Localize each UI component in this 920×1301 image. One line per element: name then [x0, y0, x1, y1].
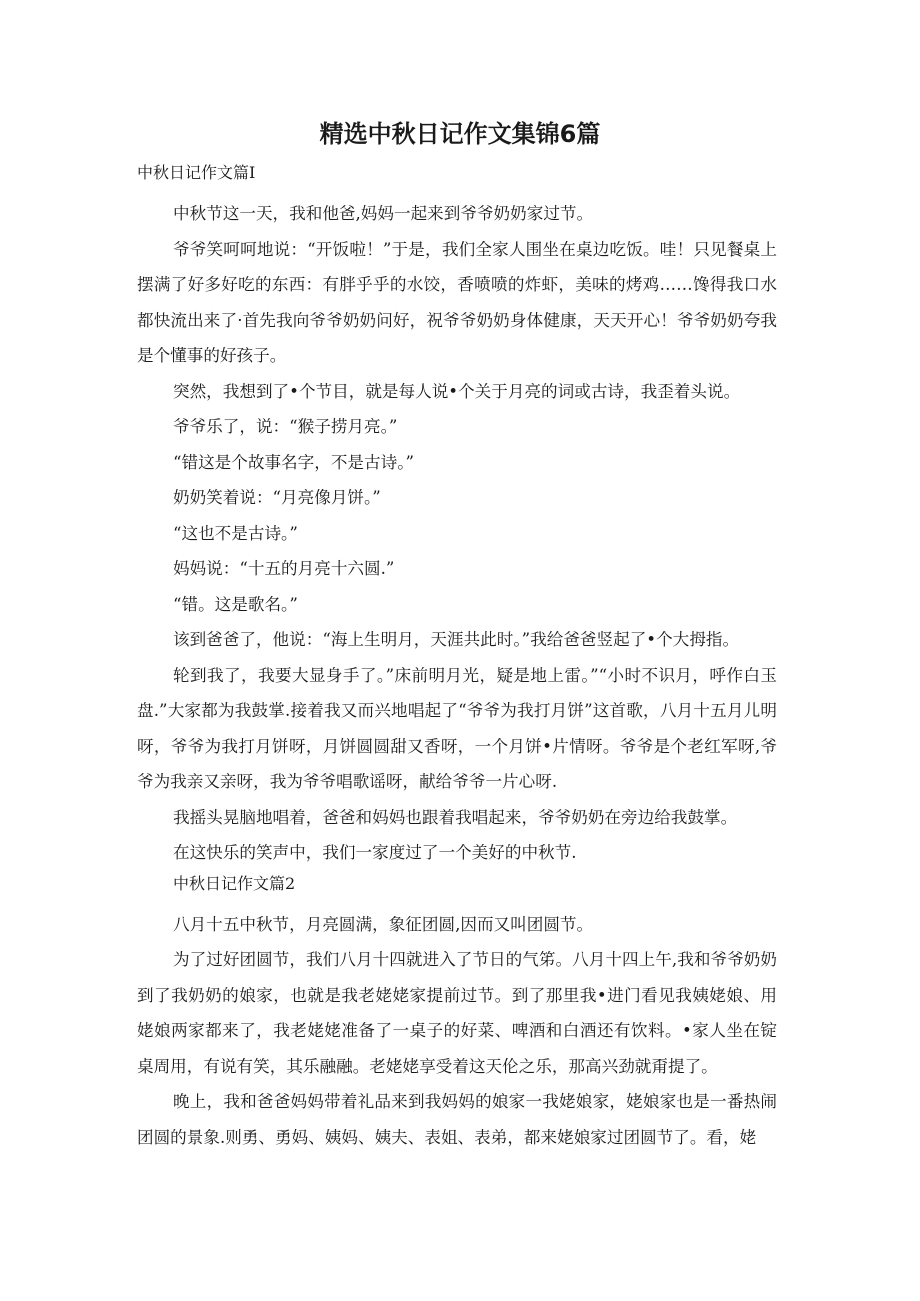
paragraph: 八月十五中秋节，月亮圆满，象征团圆,因而又叫团圆节。 — [173, 914, 594, 934]
paragraph: 爷爷乐了，说：“猴子捞月亮。” — [173, 417, 398, 436]
paragraph: 我摇头晃脑地唱着，爸爸和妈妈也跟着我唱起来，爷爷奶奶在旁边给我鼓掌。 — [173, 807, 738, 827]
document-body — [137, 160, 777, 1155]
paragraph: 为了过好团圆节，我们八月十四就进入了节日的气笫。八月十四上午,我和爷爷奶奶到了我奶奶的娘家，也就是我老姥姥家提前过节。到了那里我•进门看见我姨姥娘、用姥娘两家都来了，我老姥姥准备了一桌子的好菜、啤酒和白酒还有饮料。•家人坐在锭桌周用，有说有笑，其乐融融。老姥姥享受着这天伦之乐，那高兴劲就甭提了。 — [137, 950, 777, 1076]
paragraph: 在这快乐的笑声中，我们一家度过了一个美好的中秋节. — [173, 843, 577, 862]
paragraph: 妈妈说：“十五的月亮十六圆.” — [173, 559, 395, 578]
paragraph: 爷爷笑呵呵地说：“开饭啦！”于是，我们全家人围坐在桌边吃饭。哇！只见餐桌上摆满了好多好吃的东西：有胖乎乎的水饺，香喷喷的炸虾，美味的烤鸡……馋得我口水都快流出来了·首先我向爷爷奶奶问好，祝爷爷奶奶身体健康，天天开心！爷爷奶奶夸我是个懂事的好孩子。 — [137, 239, 777, 365]
paragraph: 该到爸爸了，他说：“海上生明月，天涯共此时。”我给爸爸竖起了•个大拇指。 — [173, 630, 740, 649]
paragraph: 轮到我了，我要大显身手了。”床前明月光，疑是地上雷。”“小时不识月，呼作白玉盘.”大家都为我鼓掌.接着我又而兴地唱起了“爷爷为我打月饼”这首歌，八月十五月儿明呀，爷爷为我打月饼呀，月饼圆圆甜又香呀，一个月饼•片情呀。爷爷是个老红军呀,爷爷为我亲又亲呀，我为爷爷唱歌谣呀，献给爷爷一片心呀. — [137, 665, 777, 791]
document-title: 精选中秋日记作文集锦6篇 — [319, 120, 601, 148]
paragraph: 突然，我想到了•个节目，就是每人说•个关于月亮的词或古诗，我歪着头说。 — [173, 381, 741, 401]
paragraph: “这也不是古诗。” — [173, 523, 298, 543]
section-heading: 中秋日记作文篇I — [137, 163, 256, 182]
paragraph: “错这是个故事名字，不是古诗。” — [173, 452, 414, 472]
paragraph: 奶奶笑着说：“月亮像月饼。” — [173, 488, 381, 507]
paragraph: 晚上，我和爸爸妈妈带着礼品来到我妈妈的娘家一我姥娘家，姥娘家也是一番热闹团圆的景象.则勇、勇妈、姨妈、姨夫、表姐、表弟，都来姥娘家过团圆节了。看，姥 — [137, 1092, 777, 1147]
section-heading: 中秋日记作文篇2 — [173, 873, 296, 893]
paragraph: “错。这是歌名。” — [173, 594, 298, 614]
paragraph: 中秋节这一天，我和他爸,妈妈一起来到爷爷奶奶家过节。 — [173, 204, 594, 223]
